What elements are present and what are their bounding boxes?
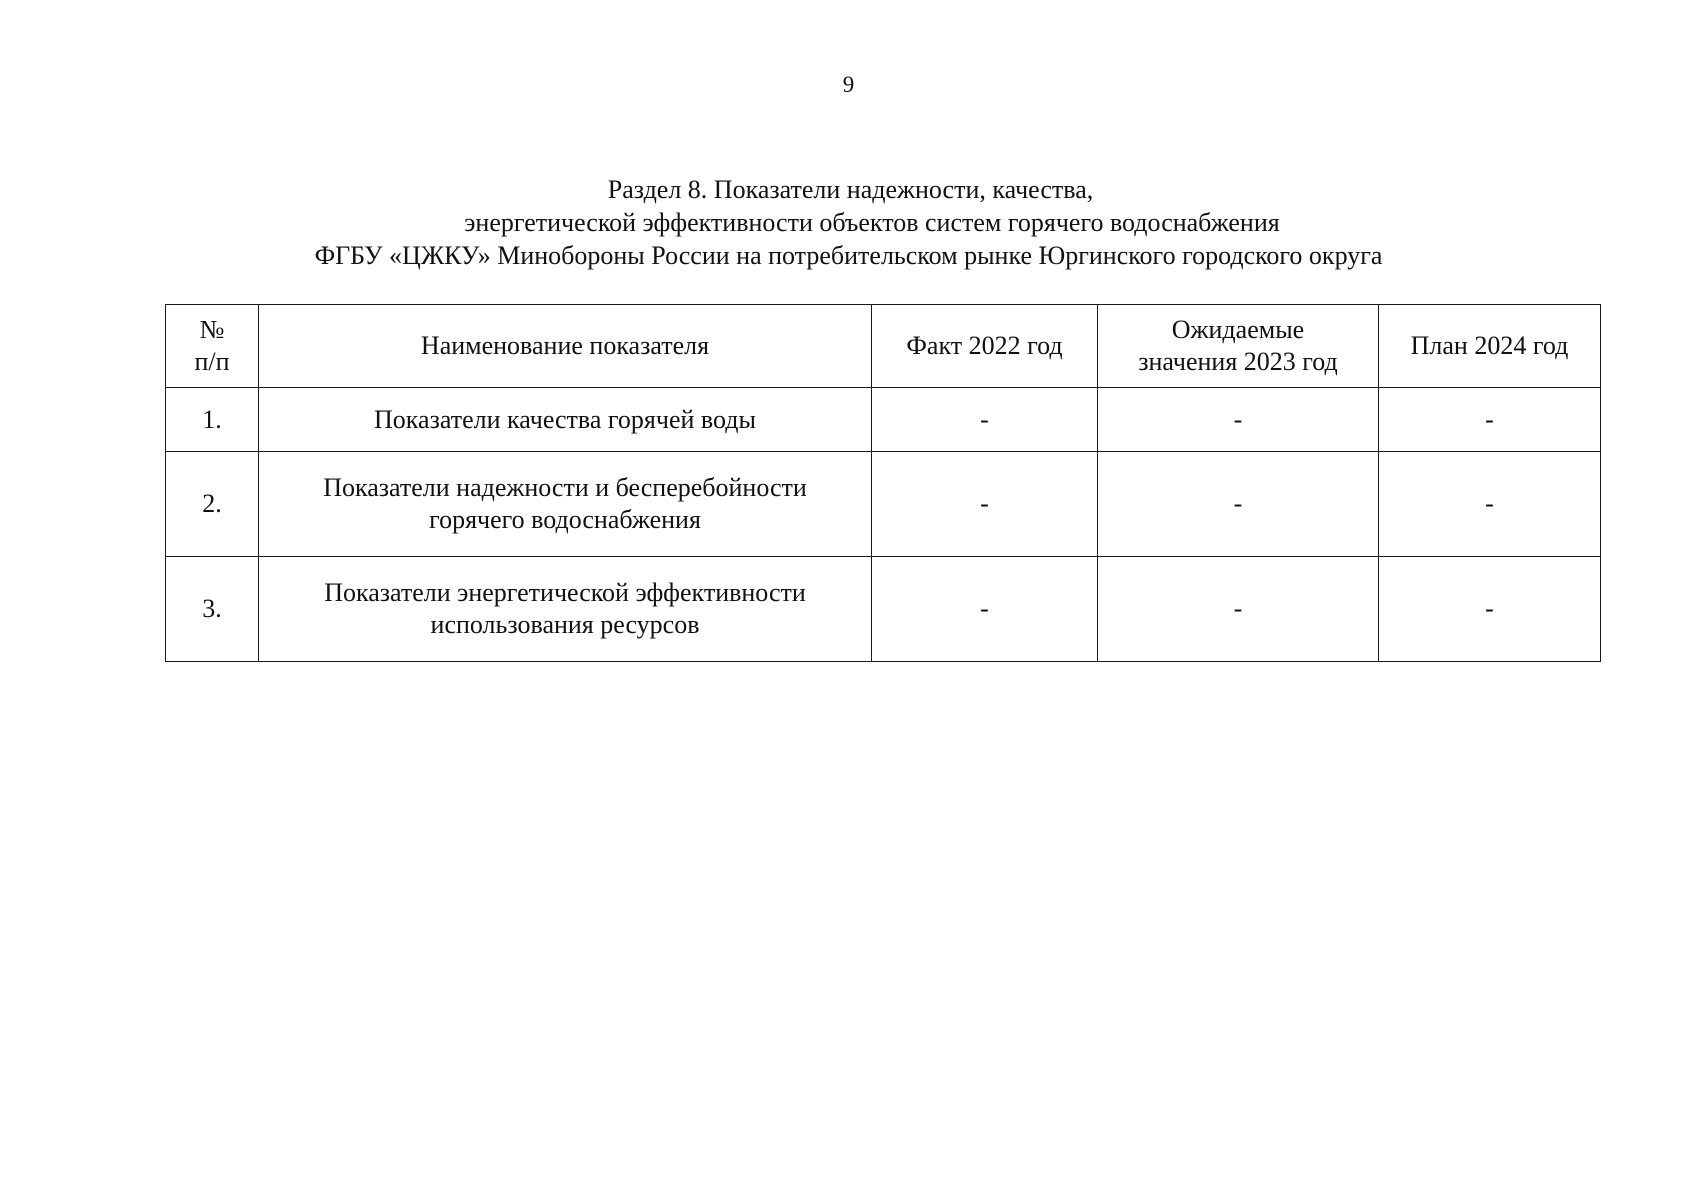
indicators-table	[165, 304, 1601, 662]
row-indicator-name-line-2: горячего водоснабжения	[429, 505, 701, 534]
row-plan-value: -	[1379, 388, 1601, 452]
section-title-line-3: ФГБУ «ЦЖКУ» Минобороны России на потребительском рынке Юргинского городского округа	[314, 241, 1383, 270]
header-expected-line-2: значения 2023 год	[1138, 347, 1338, 376]
row-expected-value: -	[1098, 452, 1379, 557]
table-row	[166, 452, 1601, 557]
row-indicator-name-line-1: Показатели качества горячей воды	[374, 404, 756, 434]
section-title-line-2: энергетической эффективности объектов систем горячего водоснабжения	[464, 208, 1280, 237]
row-fact-value: -	[872, 557, 1098, 662]
row-plan-value: -	[1379, 557, 1601, 662]
table-row	[166, 557, 1601, 662]
header-fact-2022: Факт 2022 год	[872, 305, 1098, 388]
row-plan-value: -	[1379, 452, 1601, 557]
row-expected-value: -	[1098, 388, 1379, 452]
header-number-abbr: п/п	[194, 347, 230, 376]
header-expected-2023	[1098, 305, 1379, 388]
page-number: 9	[842, 72, 855, 97]
section-title-line-1: Раздел 8. Показатели надежности, качества,	[607, 175, 1094, 204]
table-header-row	[166, 305, 1601, 388]
row-number: 3.	[166, 557, 259, 662]
header-plan-2024: План 2024 год	[1379, 305, 1601, 388]
header-number	[166, 305, 259, 388]
header-indicator-name: Наименование показателя	[259, 305, 872, 388]
row-fact-value: -	[872, 452, 1098, 557]
row-indicator-name-line-1: Показатели надежности и бесперебойности	[323, 473, 807, 502]
row-number: 2.	[166, 452, 259, 557]
header-number-symbol: №	[199, 315, 225, 344]
row-indicator-name-line-1: Показатели энергетической эффективности	[324, 578, 806, 607]
row-indicator-name	[259, 452, 872, 557]
header-expected-line-1: Ожидаемые	[1171, 315, 1305, 344]
row-indicator-name	[259, 557, 872, 662]
section-title	[0, 173, 1697, 272]
row-indicator-name	[259, 388, 872, 452]
table-row	[166, 388, 1601, 452]
row-fact-value: -	[872, 388, 1098, 452]
row-number: 1.	[166, 388, 259, 452]
row-expected-value: -	[1098, 557, 1379, 662]
row-indicator-name-line-2: использования ресурсов	[430, 610, 700, 639]
